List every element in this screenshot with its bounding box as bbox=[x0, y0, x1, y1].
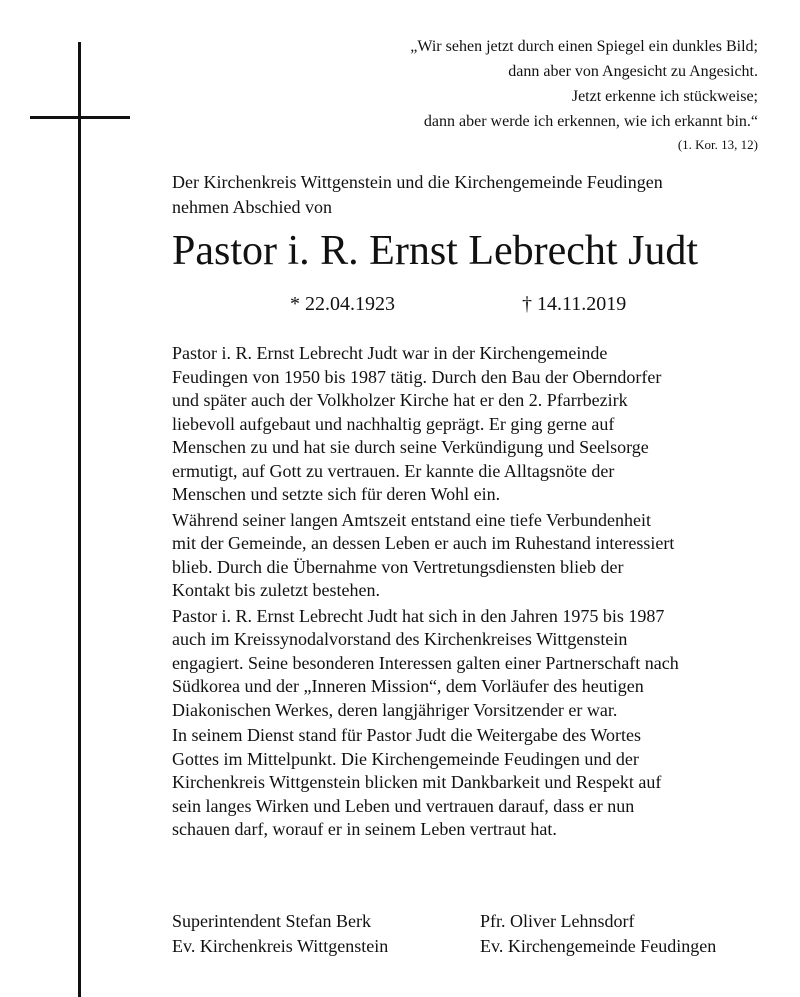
obituary-paragraph: Während seiner langen Amtszeit entstand eine tiefe Verbundenheit mit der Gemeinde, an dessen Leben er auch im Ruhestand interessiert blieb. Durch die Übernahme von Vertretungsdiensten blieb der Kontakt bis zuletzt bestehen. bbox=[172, 509, 675, 600]
obituary-paragraph: Pastor i. R. Ernst Lebrecht Judt war in der Kirchengemeinde Feudingen von 1950 bis 1987 tätig. Durch den Bau der Oberndorfer und später auch der Volkholzer Kirche hat er den 2. Pfarrbezirk liebevoll aufgebaut und nachhaltig geprägt. Er ging gerne auf Menschen zu und hat sie durch seine Verkündigung und Seelsorge ermutigt, auf Gott zu vertrauen. Er kannte die Alltagsnöte der Menschen und setzte sich für deren Wohl ein. bbox=[172, 343, 662, 504]
signature-pastor bbox=[480, 909, 716, 959]
quote-line: Jetzt erkenne ich stückweise; bbox=[571, 88, 758, 105]
farewell-intro bbox=[172, 170, 663, 220]
signature-organization: Ev. Kirchenkreis Wittgenstein bbox=[172, 936, 389, 956]
quote-line: dann aber werde ich erkennen, wie ich erkannt bin.“ bbox=[423, 113, 758, 130]
quote-line: dann aber von Angesicht zu Angesicht. bbox=[508, 63, 758, 80]
signature-organization: Ev. Kirchengemeinde Feudingen bbox=[480, 936, 717, 956]
signature-superintendent bbox=[172, 909, 388, 959]
intro-line: nehmen Abschied von bbox=[172, 197, 332, 217]
quote-reference: (1. Kor. 13, 12) bbox=[677, 137, 758, 152]
cross-vertical-bar bbox=[78, 42, 81, 997]
signature-name: Superintendent Stefan Berk bbox=[172, 911, 371, 931]
signature-name: Pfr. Oliver Lehnsdorf bbox=[480, 911, 635, 931]
obituary-paragraph: In seinem Dienst stand für Pastor Judt die Weitergabe des Wortes Gottes im Mittelpunkt. Die Kirchengemeinde Feudingen und der Kirchenkreis Wittgenstein blicken mit Dankbarkeit und Respekt auf sein langes Wirken und Leben und vertrauen darauf, dass er nun schauen darf, worauf er in seinem Leben vertraut hat. bbox=[172, 725, 662, 839]
quote-line: „Wir sehen jetzt durch einen Spiegel ein dunkles Bild; bbox=[410, 38, 758, 55]
bible-quote bbox=[410, 34, 758, 156]
death-date: † 14.11.2019 bbox=[522, 293, 627, 315]
obituary-text bbox=[172, 342, 772, 844]
birth-date: * 22.04.1923 bbox=[290, 293, 395, 315]
intro-line: Der Kirchenkreis Wittgenstein und die Kirchengemeinde Feudingen bbox=[172, 172, 663, 192]
deceased-name: Pastor i. R. Ernst Lebrecht Judt bbox=[172, 228, 699, 274]
obituary-paragraph: Pastor i. R. Ernst Lebrecht Judt hat sich in den Jahren 1975 bis 1987 auch im Kreissynodalvorstand des Kirchenkreises Wittgenstein engagiert. Seine besonderen Interessen galten einer Partnerschaft nach Südkorea und der „Inneren Mission“, dem Vorläufer des heutigen Diakonischen Werkes, deren langjähriger Vorsitzender er war. bbox=[172, 605, 679, 720]
cross-horizontal-bar bbox=[30, 116, 130, 119]
